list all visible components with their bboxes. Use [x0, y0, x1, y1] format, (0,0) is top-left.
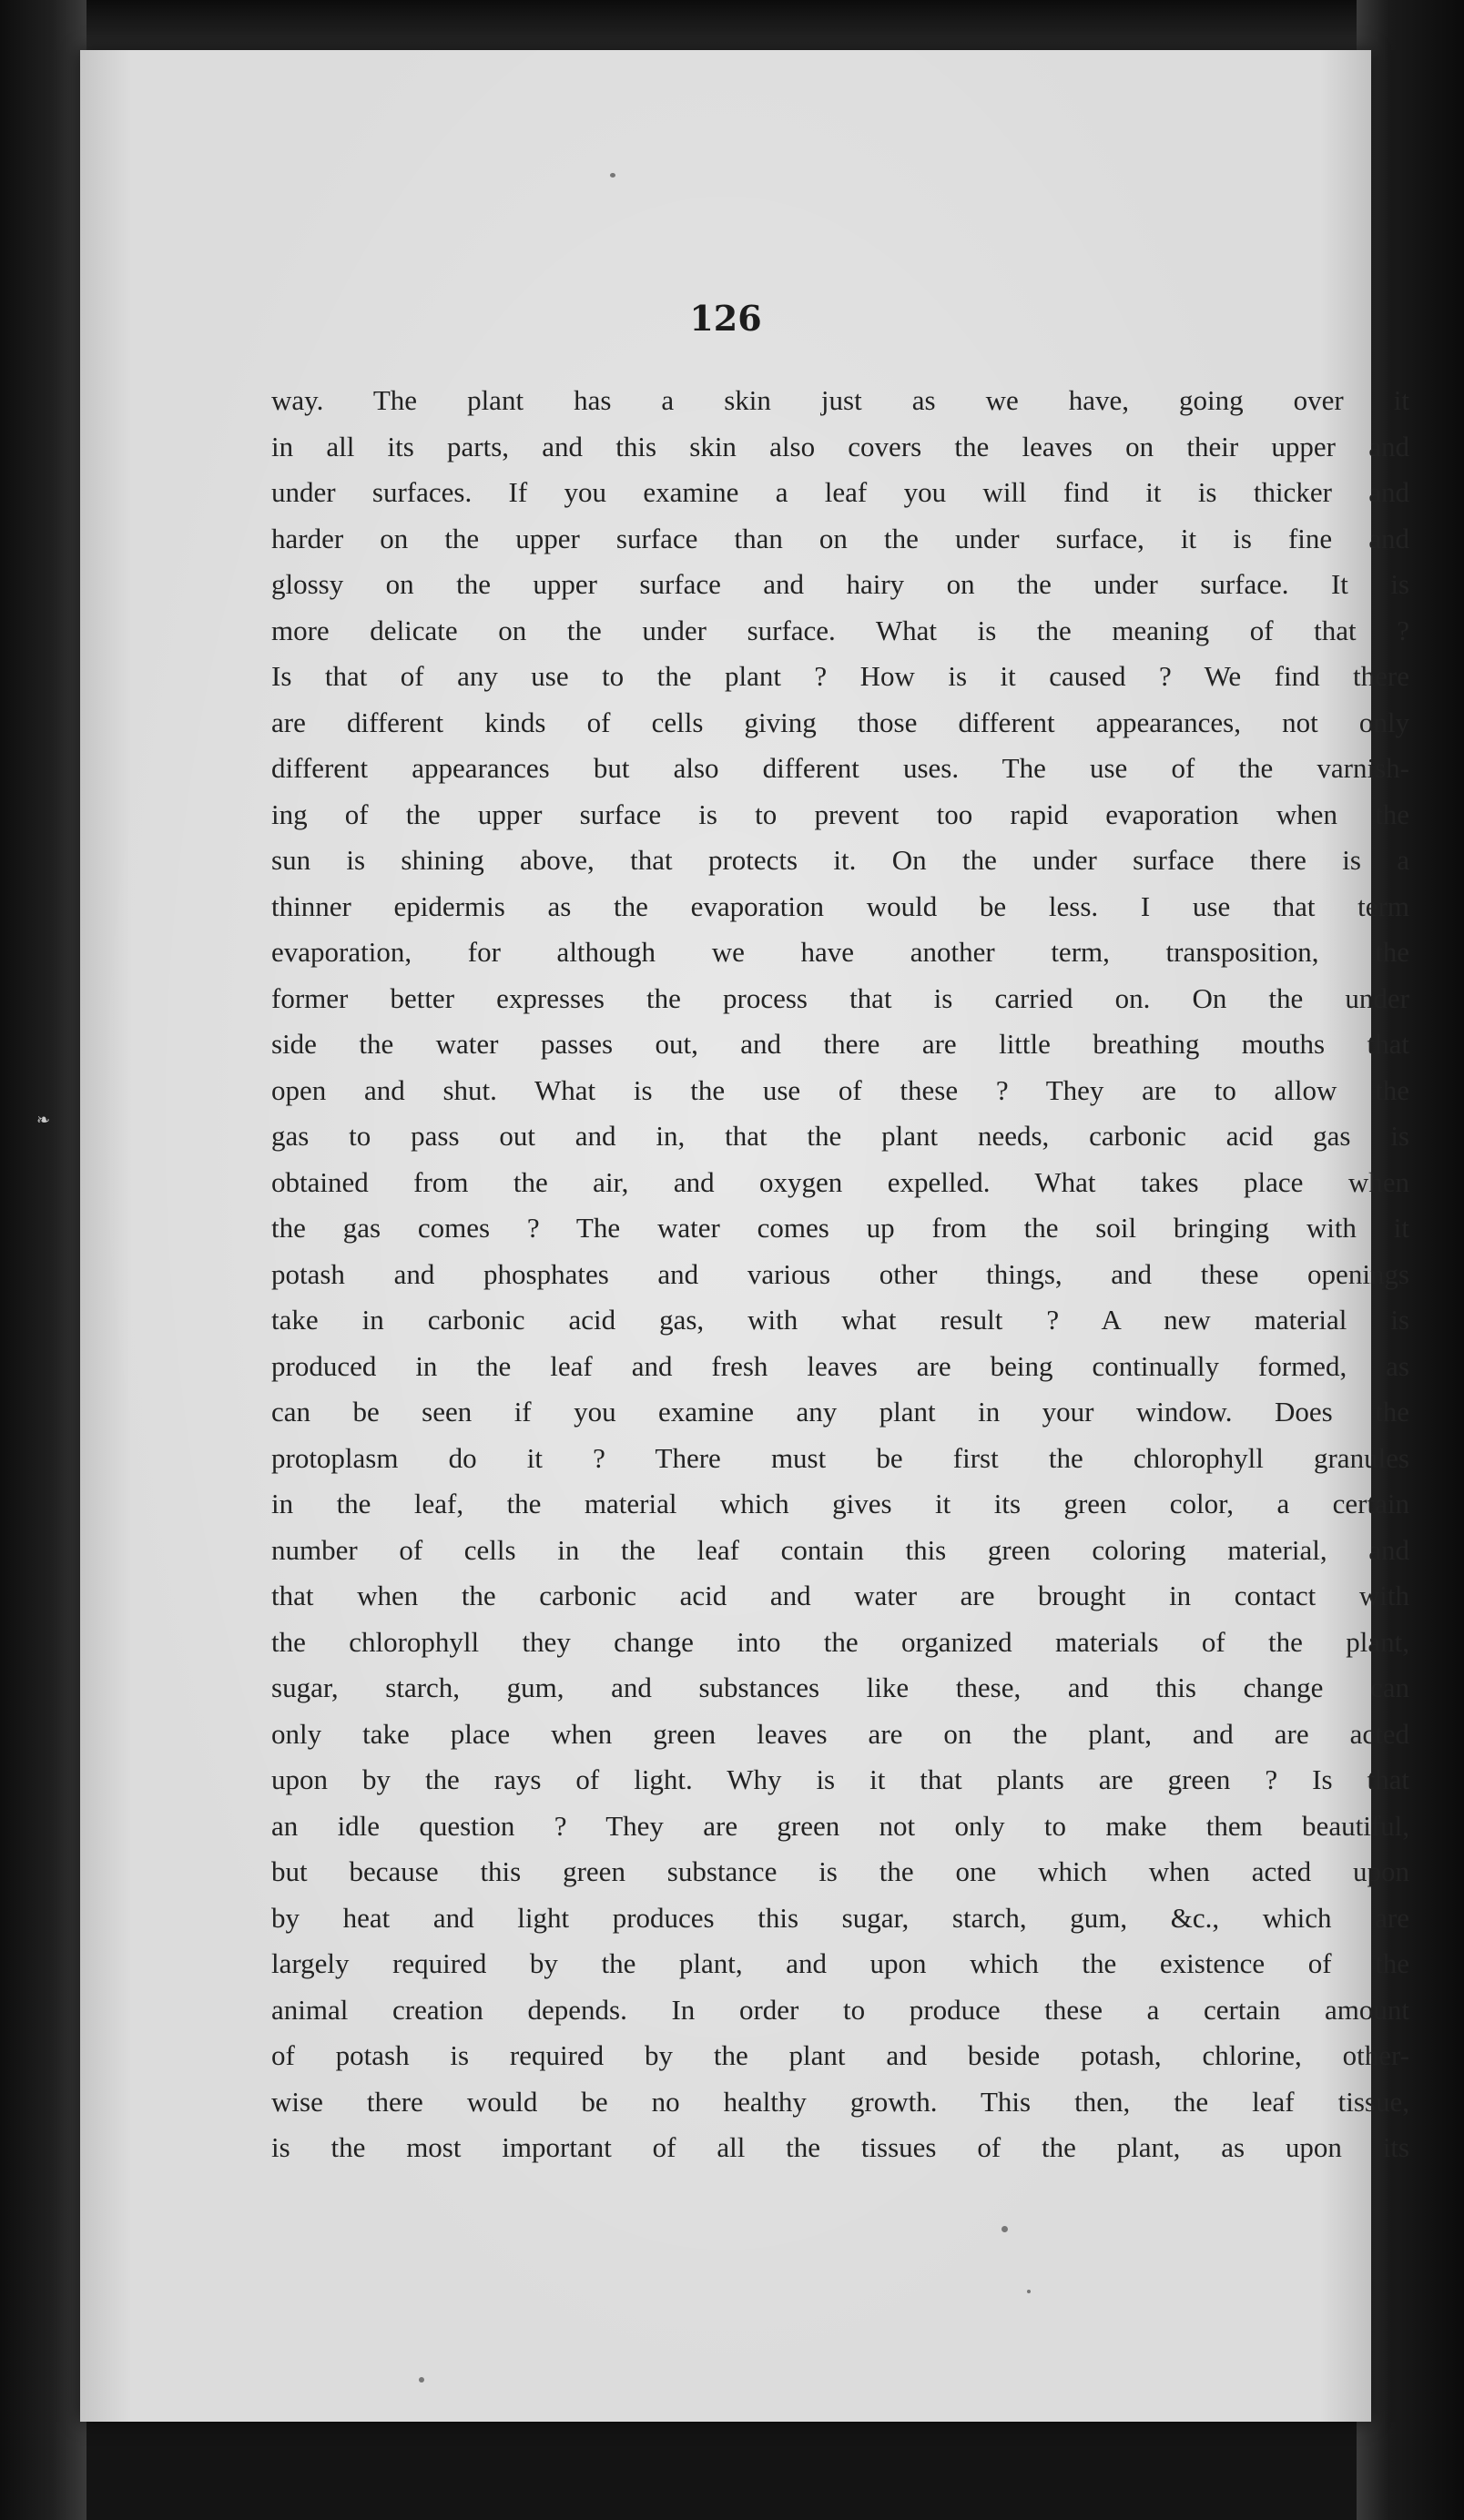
- scan-border-left: [0, 0, 86, 2520]
- margin-mark: ❧: [36, 1111, 51, 1130]
- text-line: sun is shining above, that protects it. On the under surface there is a: [271, 844, 1409, 876]
- text-line: way. The plant has a skin just as we have, going over it: [271, 384, 1409, 416]
- text-line: protoplasm do it ? There must be first the chlorophyll granules: [271, 1441, 1409, 1474]
- text-line: harder on the upper surface than on the under surface, it is fine and: [271, 522, 1409, 554]
- book-page: [80, 50, 1409, 2422]
- text-line: Is that of any use to the plant ? How is it caused ? We find there: [271, 660, 1409, 692]
- dust-speck: [1001, 2226, 1008, 2232]
- text-line: obtained from the air, and oxygen expelled. What takes place when: [271, 1165, 1409, 1198]
- text-line: in the leaf, the material which gives it its green color, a certain: [271, 1488, 1409, 1519]
- text-line: upon by the rays of light. Why is it that plants are green ? Is that: [271, 1763, 1409, 1795]
- text-line: take in carbonic acid gas, with what result ? A new material is: [271, 1304, 1409, 1336]
- dust-speck: [419, 2377, 424, 2383]
- dust-speck: [1027, 2290, 1031, 2293]
- body-text: [271, 378, 1409, 2171]
- text-line: sugar, starch, gum, and substances like these, and this change can: [271, 1672, 1409, 1703]
- text-line: side the water passes out, and there are little breathing mouths that: [271, 1028, 1409, 1060]
- text-line: former better expresses the process that is carried on. On the under: [271, 981, 1409, 1014]
- text-line: by heat and light produces this sugar, starch, gum, &c., which are: [271, 1901, 1409, 1934]
- text-line: animal creation depends. In order to produce these a certain amount: [271, 1993, 1409, 2026]
- text-line: only take place when green leaves are on the plant, and are acted: [271, 1717, 1409, 1750]
- scan-border-top: [0, 0, 1464, 53]
- text-line: open and shut. What is the use of these ? They are to allow the: [271, 1073, 1409, 1106]
- text-line: but because this green substance is the one which when acted upon: [271, 1855, 1409, 1887]
- text-line: of potash is required by the plant and beside potash, chlorine, other-: [271, 2039, 1409, 2071]
- text-line: the gas comes ? The water comes up from the soil bringing with it: [271, 1212, 1409, 1244]
- text-line: produced in the leaf and fresh leaves are being continually formed, as: [271, 1349, 1409, 1382]
- text-line: potash and phosphates and various other things, and these openings: [271, 1257, 1409, 1290]
- text-line: different appearances but also different uses. The use of the varnish-: [271, 752, 1409, 784]
- text-line: gas to pass out and in, that the plant needs, carbonic acid gas is: [271, 1120, 1409, 1152]
- dust-speck: [610, 173, 615, 178]
- text-line: can be seen if you examine any plant in your window. Does the: [271, 1396, 1409, 1428]
- text-line: in all its parts, and this skin also covers the leaves on their upper and: [271, 430, 1409, 462]
- text-line: is the most important of all the tissues of the plant, as upon its: [271, 2131, 1409, 2163]
- text-line: evaporation, for although we have another term, transposition, the: [271, 936, 1409, 968]
- text-line: thinner epidermis as the evaporation would be less. I use that term: [271, 889, 1409, 922]
- page-number: 126: [689, 298, 762, 339]
- text-line: the chlorophyll they change into the organized materials of the plant,: [271, 1625, 1409, 1658]
- text-line: ing of the upper surface is to prevent too rapid evaporation when the: [271, 798, 1409, 830]
- text-line: an idle question ? They are green not only to make them beautiful,: [271, 1809, 1409, 1842]
- text-line: wise there would be no healthy growth. This then, the leaf tissue,: [271, 2085, 1409, 2118]
- text-line: number of cells in the leaf contain this green coloring material, and: [271, 1533, 1409, 1566]
- text-line: that when the carbonic acid and water are brought in contact with: [271, 1580, 1409, 1611]
- text-line: glossy on the upper surface and hairy on the under surface. It is: [271, 568, 1409, 600]
- text-line: largely required by the plant, and upon which the existence of the: [271, 1947, 1409, 1979]
- text-line: more delicate on the under surface. What is the meaning of that ?: [271, 614, 1409, 646]
- text-line: are different kinds of cells giving those different appearances, not only: [271, 706, 1409, 738]
- text-line: under surfaces. If you examine a leaf you will find it is thicker and: [271, 476, 1409, 508]
